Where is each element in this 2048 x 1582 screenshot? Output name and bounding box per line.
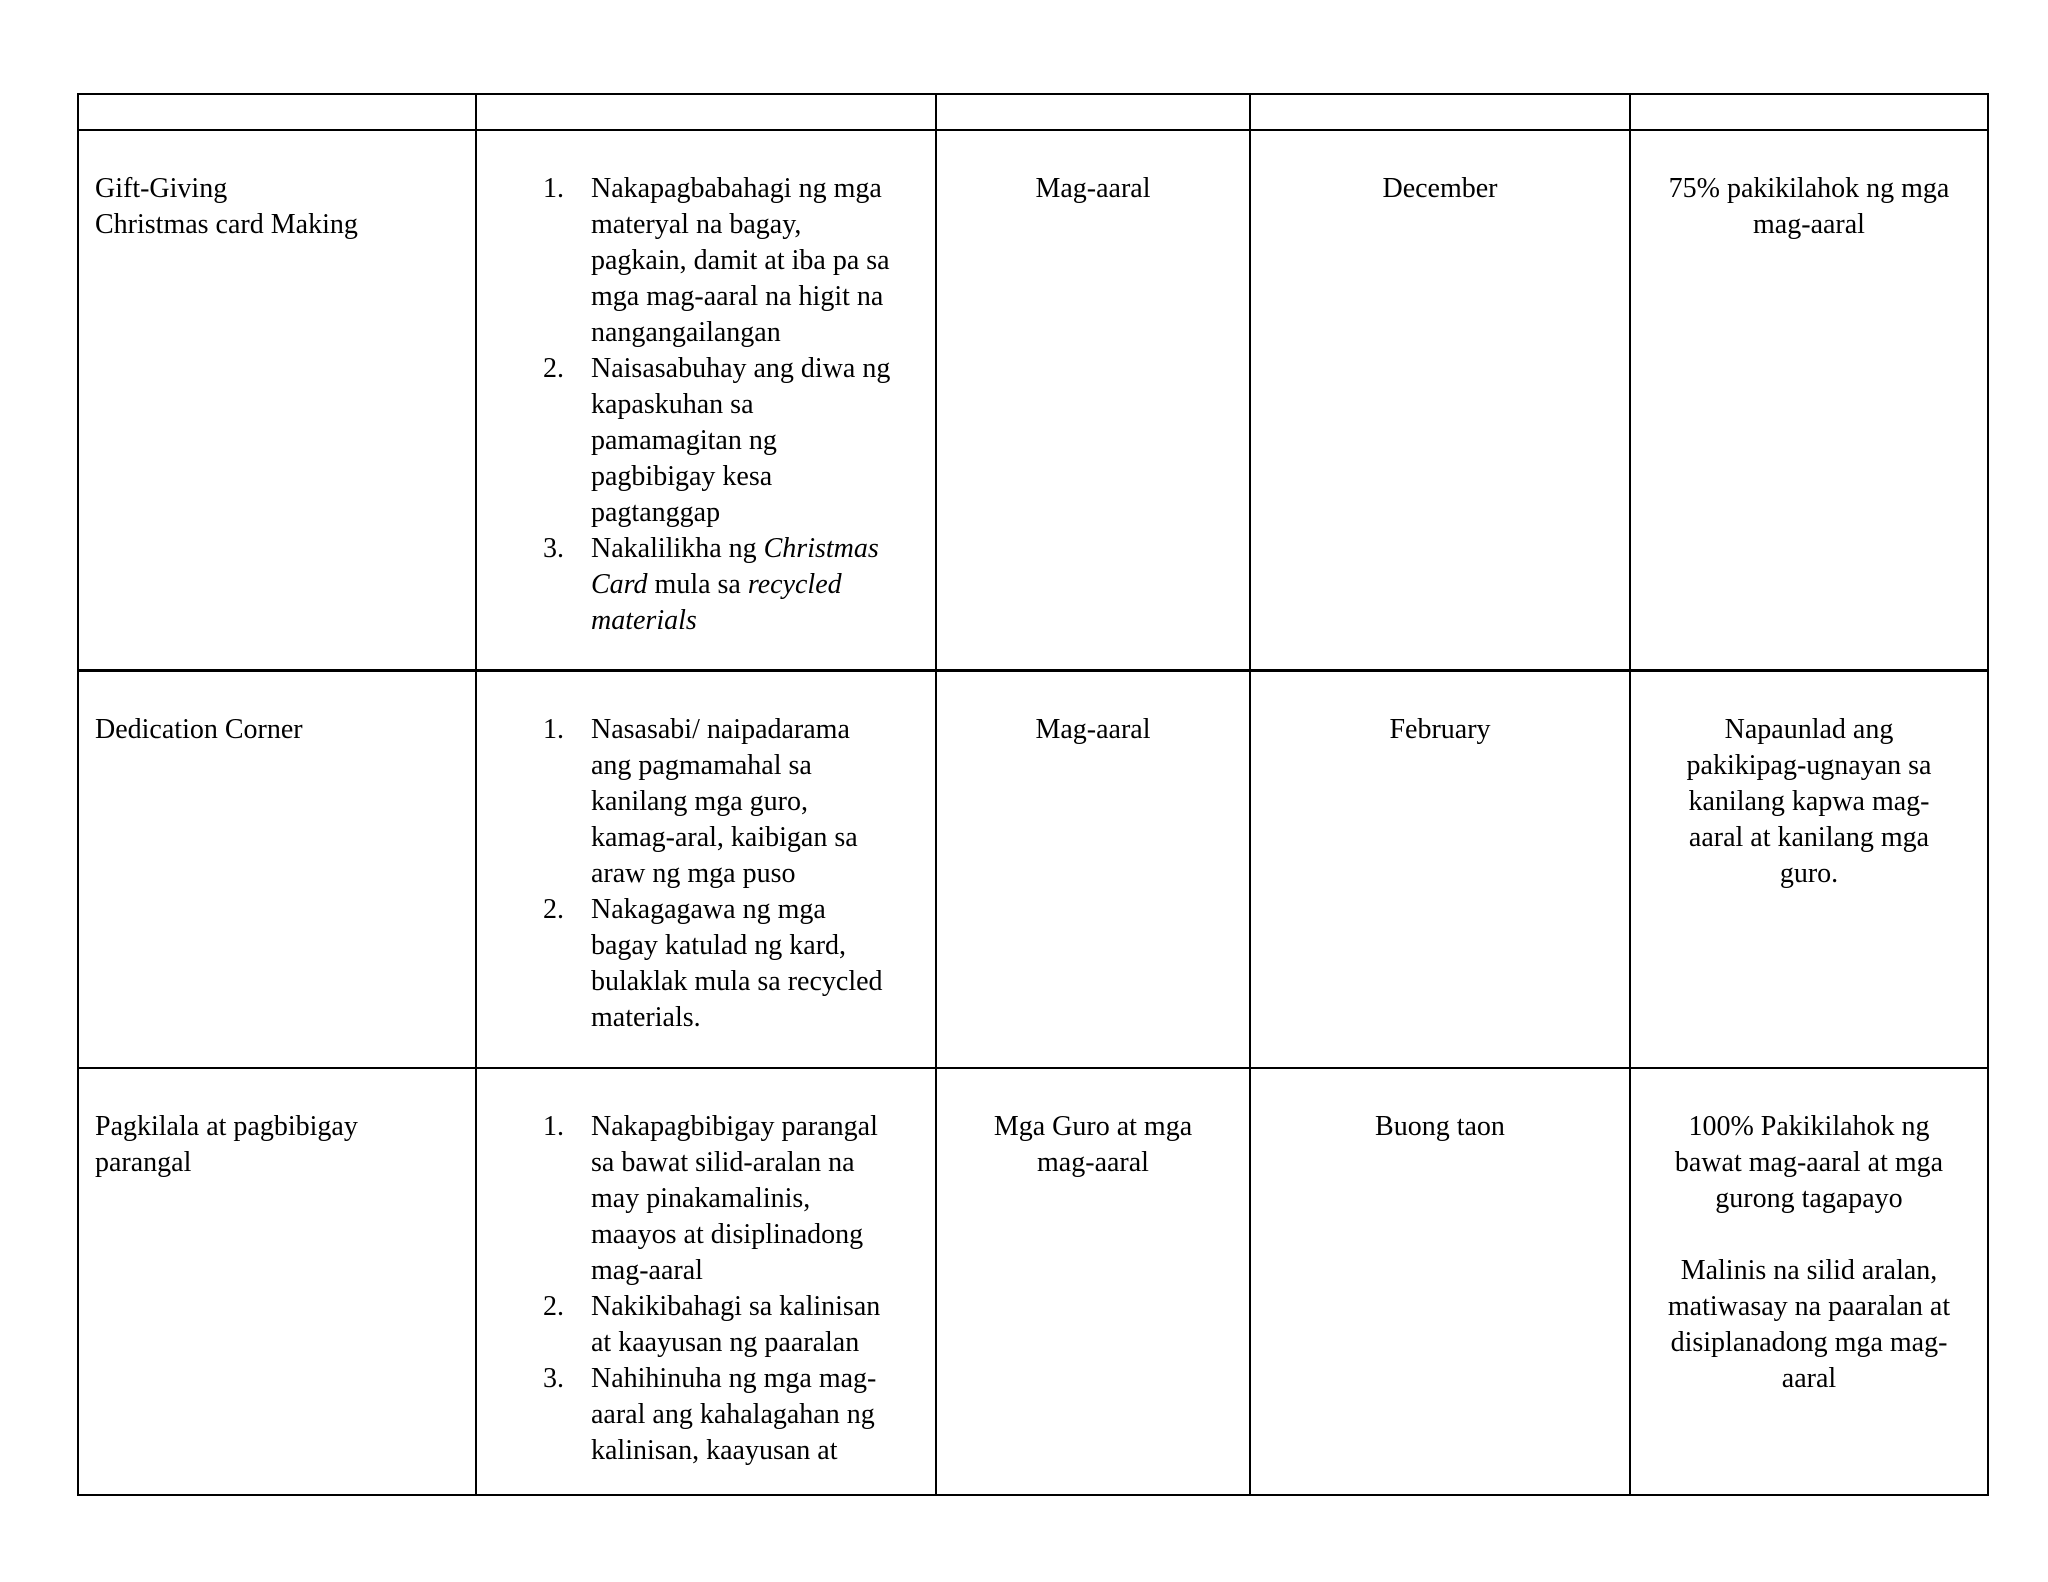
objectives-list	[493, 171, 919, 639]
success-line: pakikipag-ugnayan sa	[1686, 750, 1932, 781]
objective-line: maayos at disiplinadong	[591, 1219, 864, 1250]
participants-cell	[936, 671, 1250, 1069]
objective-line: aaral ang kahalagahan ng	[591, 1399, 875, 1430]
success-line: Malinis na silid aralan,	[1680, 1255, 1938, 1286]
success-line: Napaunlad ang	[1724, 714, 1894, 745]
objective-text: mula sa	[647, 569, 748, 600]
objective-line: kanilang mga guro,	[591, 786, 808, 817]
activity-line: Gift-Giving	[95, 173, 228, 204]
participants-cell	[936, 130, 1250, 671]
success-line: matiwasay na paaralan at	[1667, 1291, 1951, 1322]
objective-line: kamag-aral, kaibigan sa	[591, 822, 858, 853]
activity-cell	[78, 671, 476, 1069]
activity-cell	[78, 1068, 476, 1495]
activity-line: parangal	[95, 1147, 192, 1178]
objective-item	[591, 351, 919, 531]
success-line: aaral at kanilang mga	[1688, 822, 1930, 853]
objective-item	[591, 892, 919, 1036]
objective-italic-text: Card	[591, 569, 648, 600]
objective-line: araw ng mga puso	[591, 858, 796, 889]
objective-item	[591, 171, 919, 351]
table-row	[78, 671, 1988, 1069]
objective-line: kapaskuhan sa	[591, 389, 754, 420]
header-cell-participants	[936, 94, 1250, 130]
participants-line: mag-aaral	[1037, 1147, 1149, 1178]
participants-cell	[936, 1068, 1250, 1495]
objective-line: nangangailangan	[591, 317, 781, 348]
success-line: disiplanadong mga mag-	[1670, 1327, 1948, 1358]
success-line: gurong tagapayo	[1715, 1183, 1903, 1214]
activity-line: Christmas card Making	[95, 209, 358, 240]
objective-line: Nahihinuha ng mga mag-	[591, 1363, 877, 1394]
time-cell	[1250, 130, 1630, 671]
success-line: kanilang kapwa mag-	[1688, 786, 1930, 817]
objective-line	[591, 531, 919, 567]
objective-line: pamamagitan ng	[591, 425, 777, 456]
objectives-cell	[476, 1068, 936, 1495]
objective-line: mag-aaral	[591, 1255, 703, 1286]
objective-line: Nakapagbibigay parangal	[591, 1111, 878, 1142]
success-line: bawat mag-aaral at mga	[1674, 1147, 1944, 1178]
objective-line: Naisasabuhay ang diwa ng	[591, 353, 891, 384]
success-cell	[1630, 1068, 1988, 1495]
success-line: 75% pakikilahok ng mga	[1668, 173, 1950, 204]
objective-text: Nakalilikha ng	[591, 533, 764, 564]
success-line: mag-aaral	[1753, 209, 1865, 240]
time-cell	[1250, 1068, 1630, 1495]
table-header-row	[78, 94, 1988, 130]
time-text: February	[1389, 714, 1491, 745]
objective-line: mga mag-aaral na higit na	[591, 281, 884, 312]
participants-line: Mag-aaral	[1035, 173, 1151, 204]
activity-plan-table	[77, 93, 1989, 1496]
success-line: 100% Pakikilahok ng	[1688, 1111, 1930, 1142]
objective-line: ang pagmamahal sa	[591, 750, 812, 781]
objectives-cell	[476, 671, 936, 1069]
objective-line: materials.	[591, 1002, 701, 1033]
objectives-list	[493, 1109, 919, 1469]
objectives-cell	[476, 130, 936, 671]
objective-italic-text: recycled	[747, 569, 842, 600]
header-cell-objectives	[476, 94, 936, 130]
objective-item	[591, 712, 919, 892]
header-cell-success	[1630, 94, 1988, 130]
table-row	[78, 130, 1988, 671]
objective-item	[591, 1109, 919, 1289]
objective-line	[591, 567, 919, 603]
activity-line: Dedication Corner	[95, 714, 303, 745]
objective-line: Nakikibahagi sa kalinisan	[591, 1291, 881, 1322]
objective-item	[591, 531, 919, 639]
time-text: Buong taon	[1375, 1111, 1505, 1142]
objective-line: materyal na bagay,	[591, 209, 802, 240]
objective-italic-text: Christmas	[763, 533, 879, 564]
objectives-list	[493, 712, 919, 1036]
success-cell	[1630, 671, 1988, 1069]
objective-line: Nakagagawa ng mga	[591, 894, 826, 925]
time-text: December	[1382, 173, 1498, 204]
objective-line: sa bawat silid-aralan na	[591, 1147, 855, 1178]
objective-line: may pinakamalinis,	[591, 1183, 811, 1214]
objective-line: at kaayusan ng paaralan	[591, 1327, 860, 1358]
paragraph-gap	[1647, 1217, 1971, 1253]
objective-line: pagtanggap	[591, 497, 721, 528]
success-line: guro.	[1779, 858, 1839, 889]
activity-line: Pagkilala at pagbibigay	[95, 1111, 358, 1142]
objective-item	[591, 1361, 919, 1469]
participants-line: Mga Guro at mga	[993, 1111, 1193, 1142]
objective-italic-text: materials	[591, 605, 697, 636]
objective-line: Nasasabi/ naipadarama	[591, 714, 850, 745]
objective-line: bagay katulad ng kard,	[591, 930, 847, 961]
activity-cell	[78, 130, 476, 671]
header-cell-activity	[78, 94, 476, 130]
objective-line: pagkain, damit at iba pa sa	[591, 245, 890, 276]
objective-line: Nakapagbabahagi ng mga	[591, 173, 882, 204]
objective-item	[591, 1289, 919, 1361]
participants-line: Mag-aaral	[1035, 714, 1151, 745]
table-row	[78, 1068, 1988, 1495]
header-cell-time	[1250, 94, 1630, 130]
objective-line: bulaklak mula sa recycled	[591, 966, 883, 997]
objective-line: kalinisan, kaayusan at	[591, 1435, 838, 1466]
objective-line	[591, 603, 919, 639]
objective-line: pagbibigay kesa	[591, 461, 773, 492]
time-cell	[1250, 671, 1630, 1069]
success-cell	[1630, 130, 1988, 671]
success-line: aaral	[1781, 1363, 1837, 1394]
